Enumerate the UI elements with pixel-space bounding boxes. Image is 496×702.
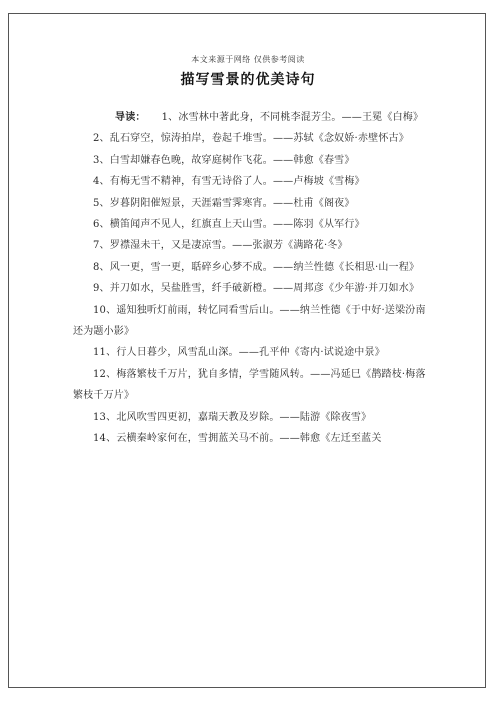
lead-label: 导读：: [115, 112, 146, 123]
list-item: 12、梅落繁枝千万片，犹自多情，学雪随风转。——冯延巳《鹊踏枝·梅落繁枝千万片》: [73, 368, 426, 402]
list-item: 5、岁暮阴阳催短景，天涯霜雪霁寒宵。——杜甫《阁夜》: [93, 197, 355, 209]
list-item: [73, 107, 431, 128]
list-item: 6、横笛闻声不见人，红旗直上天山雪。——陈羽《从军行》: [93, 219, 365, 231]
list-item: 11、行人日暮少，风雪乱山深。——孔平仲《寄内·试说途中景》: [93, 347, 385, 359]
list-item: 9、并刀如水，吴盐胜雪，纤手破新橙。——周邦彦《少年游·并刀如水》: [93, 283, 420, 295]
list-item: 8、风一更，雪一更，聒碎乡心梦不成。——纳兰性德《长相思·山一程》: [93, 261, 420, 273]
list-item: 13、北风吹雪四更初，嘉瑞天教及岁除。——陆游《除夜雪》: [93, 411, 372, 423]
list-item: 10、遥知独听灯前雨，转忆同看雪后山。——纳兰性德《于中好·送梁汾南还为题小影》: [73, 304, 426, 338]
poem-list: [73, 107, 431, 450]
page-title: 描写雪景的优美诗句: [180, 72, 316, 88]
list-item: 2、乱石穿空，惊涛拍岸，卷起千堆雪。——苏轼《念奴娇·赤壁怀古》: [93, 133, 409, 145]
list-item: 4、有梅无雪不精神，有雪无诗俗了人。——卢梅坡《雪梅》: [93, 176, 365, 188]
item-text: 1、冰雪林中著此身，不同桃李混芳尘。——王冕《白梅》: [161, 112, 424, 123]
list-item: 14、云横秦岭家何在，雪拥蓝关马不前。——韩愈《左迁至蓝关: [93, 433, 382, 445]
list-item: 3、白雪却嫌春色晚，故穿庭树作飞花。——韩愈《春雪》: [93, 154, 355, 166]
list-item: 7、罗襟湿未干，又是凄凉雪。——张淑芳《满路花·冬》: [93, 240, 348, 252]
source-note: 本文来源于网络 仅供参考阅读: [191, 55, 305, 64]
